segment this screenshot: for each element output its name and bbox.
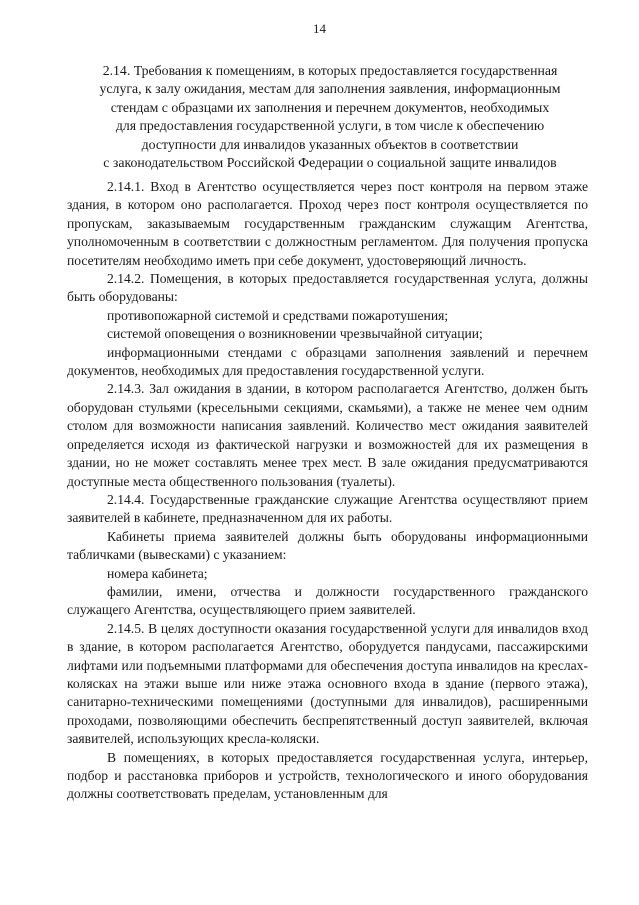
paragraph: Кабинеты приема заявителей должны быть оборудованы информационными табличками (вывесками) с указанием:	[67, 528, 588, 563]
section-heading	[60, 62, 600, 172]
heading-line: с законодательством Российской Федерации о социальной защите инвалидов	[103, 155, 557, 171]
paragraph-2-14-3: 2.14.3. Зал ожидания в здании, в котором располагается Агентство, должен быть оборудован стульями (кресельными секциями, скамьями), а также не менее чем одним столом для возможности написания заявлений. Количество мест ожидания заявителей определяется исходя из фактической нагрузки и возможностей для их размещения в здании, но не может составлять менее трех мест. В зале ожидания предусматриваются доступные места общественного пользования (туалеты).	[67, 381, 588, 489]
paragraph: фамилии, имени, отчества и должности государственного гражданского служащего Агентства, осуществляющего прием заявителей.	[67, 583, 588, 618]
heading-line: доступности для инвалидов указанных объектов в соответствии	[141, 136, 519, 152]
heading-line: стендам с образцами их заполнения и перечнем документов, необходимых	[110, 99, 550, 115]
list-item: номера кабинета;	[107, 565, 208, 581]
paragraph: В помещениях, в которых предоставляется государственная услуга, интерьер, подбор и расстановка приборов и устройств, технологического и иного оборудования должны соответствовать пределам, установленным для	[67, 749, 588, 802]
document-body	[67, 178, 588, 804]
list-item: системой оповещения о возникновении чрезвычайной ситуации;	[107, 326, 483, 342]
paragraph-2-14-4: 2.14.4. Государственные гражданские служащие Агентства осуществляют прием заявителей в кабинете, предназначенном для их работы.	[67, 491, 588, 526]
paragraph-2-14-1: 2.14.1. Вход в Агентство осуществляется через пост контроля на первом этаже здания, в котором оно располагается. Проход через пост контроля осуществляется по пропускам, заказываемым государственным гражданским служащим Агентства, уполномоченным в соответствии с должностным регламентом. Для получения пропуска посетителям необходимо иметь при себе документ, удостоверяющий личность.	[67, 179, 588, 268]
list-item: противопожарной системой и средствами пожаротушения;	[107, 307, 449, 323]
paragraph-2-14-5: 2.14.5. В целях доступности оказания государственной услуги для инвалидов вход в здание, в котором располагается Агентство, оборудуется пандусами, пассажирскими лифтами или подъемными платформами для обеспечения доступа инвалидов на креслах-колясках на этажи выше или ниже этажа основного входа в здание (первого этажа), санитарно-техническими помещениями (доступными для инвалидов), расширенными проходами, позволяющими обеспечить беспрепятственный доступ заявителей, включая заявителей, использующих кресла-коляски.	[67, 620, 588, 747]
heading-line: услуга, к залу ожидания, местам для заполнения заявления, информационным	[99, 81, 561, 97]
paragraph: информационными стендами с образцами заполнения заявлений и перечнем документов, необходимых для предоставления государственной услуги.	[67, 344, 588, 379]
page-number: 14	[313, 21, 326, 36]
heading-line: 2.14. Требования к помещениям, в которых предоставляется государственная	[102, 63, 558, 78]
heading-line: для предоставления государственной услуги, в том числе к обеспечению	[115, 118, 545, 134]
paragraph-2-14-2: 2.14.2. Помещения, в которых предоставляется государственная услуга, должны быть оборудованы:	[67, 271, 588, 305]
